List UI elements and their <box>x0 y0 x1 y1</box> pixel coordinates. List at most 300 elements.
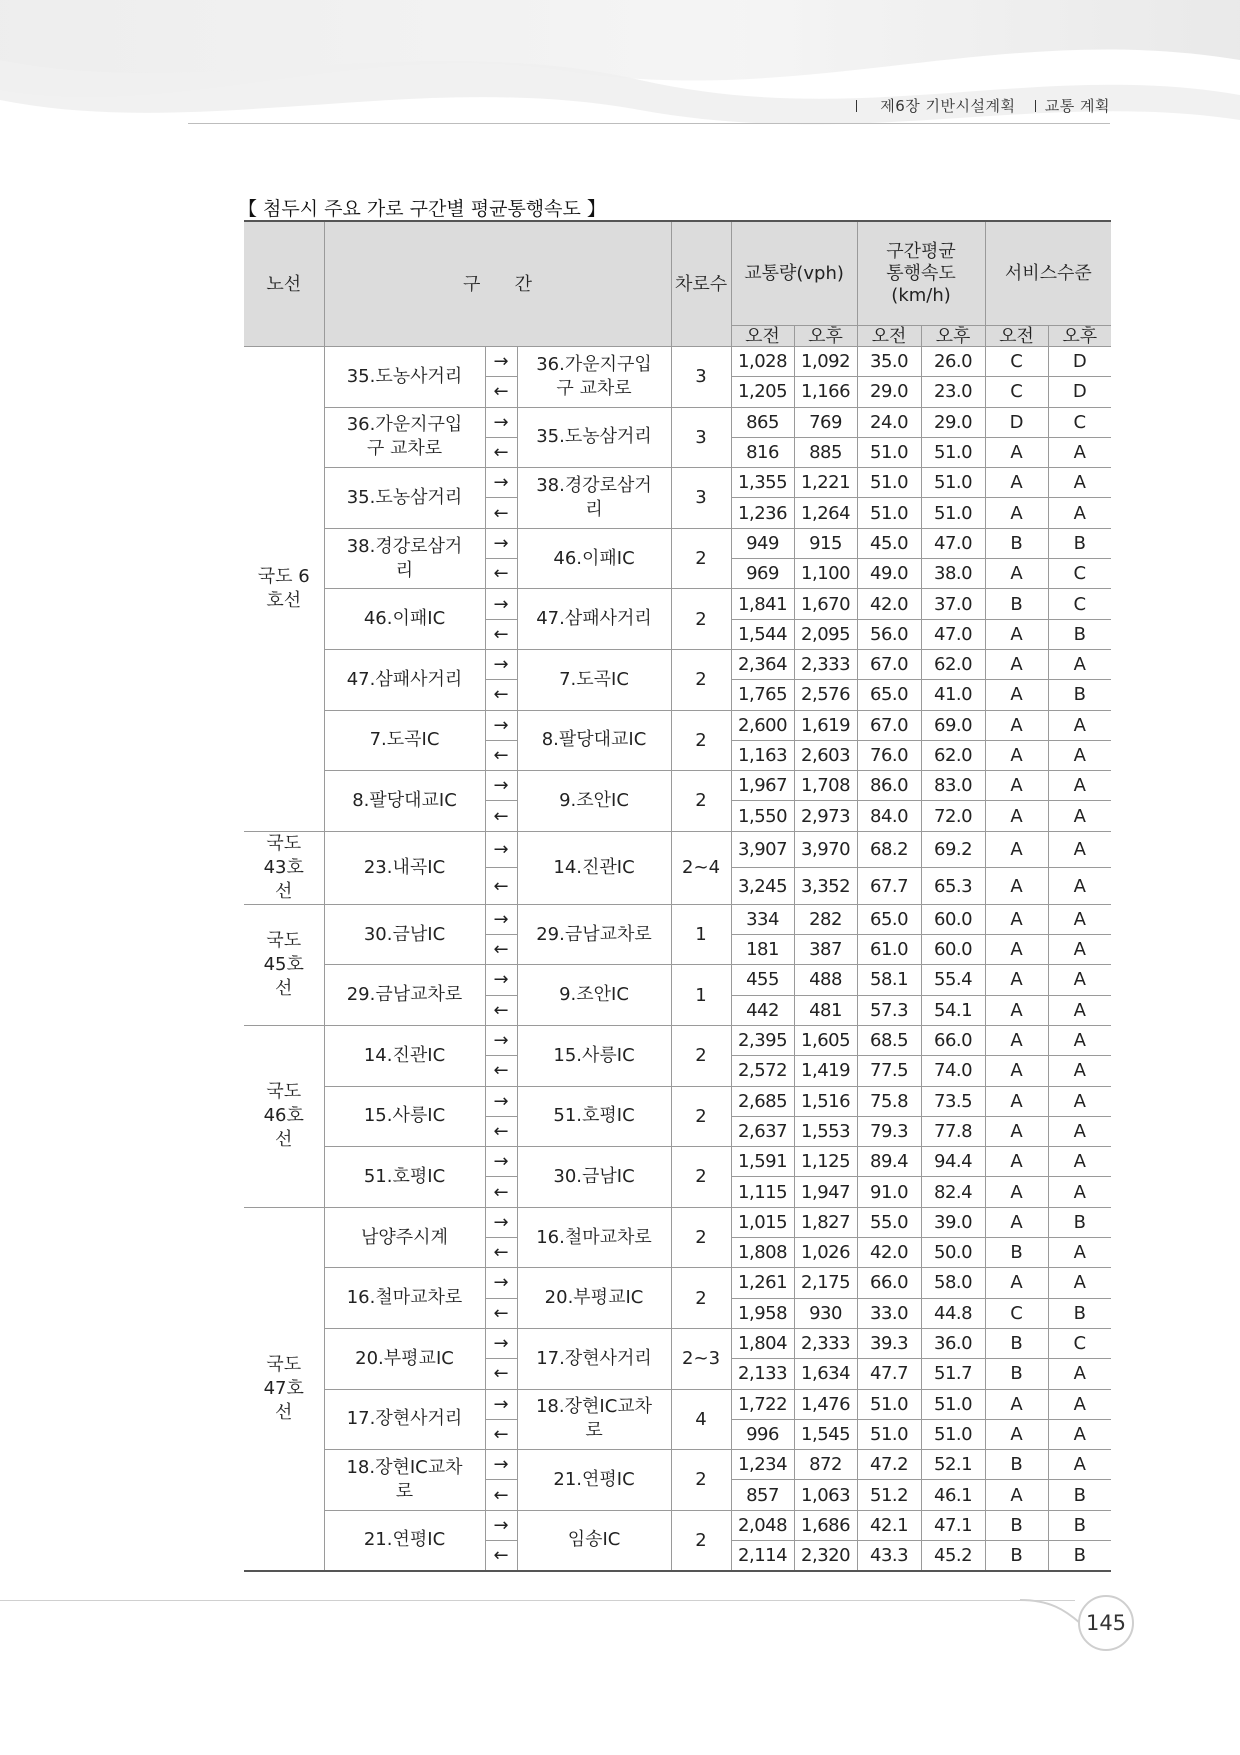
speed-am: 51.0 <box>857 1419 921 1449</box>
volume-am: 1,804 <box>731 1328 794 1358</box>
los-pm: A <box>1048 1238 1111 1268</box>
section-from <box>324 1147 485 1208</box>
table-row <box>244 1268 1111 1298</box>
los-am: A <box>985 649 1048 679</box>
los-am: B <box>985 589 1048 619</box>
los-am: A <box>985 1056 1048 1086</box>
los-am: C <box>985 347 1048 377</box>
direction-arrow: ← <box>485 437 517 467</box>
volume-am: 1,015 <box>731 1207 794 1237</box>
speed-am: 68.2 <box>857 831 921 868</box>
lanes-cell: 2 <box>671 649 731 710</box>
volume-pm: 1,264 <box>794 498 857 528</box>
volume-pm: 872 <box>794 1450 857 1480</box>
volume-pm: 2,603 <box>794 740 857 770</box>
los-am: B <box>985 528 1048 558</box>
volume-pm: 2,320 <box>794 1540 857 1571</box>
section-from-text: 36.가운지구입구 교차로 <box>346 414 463 460</box>
los-pm: A <box>1048 995 1111 1025</box>
header-volume: 교통량(vph) <box>731 221 857 326</box>
header-pm: 오후 <box>1048 326 1111 347</box>
lanes-cell: 1 <box>671 904 731 965</box>
speed-pm: 45.2 <box>921 1540 985 1571</box>
volume-pm: 2,333 <box>794 1328 857 1358</box>
speed-am: 45.0 <box>857 528 921 558</box>
section-from <box>324 1025 485 1086</box>
speed-am: 33.0 <box>857 1298 921 1328</box>
table-row <box>244 1450 1111 1480</box>
los-am: B <box>985 1328 1048 1358</box>
speed-am: 77.5 <box>857 1056 921 1086</box>
los-am: B <box>985 1238 1048 1268</box>
route-name: 국도 47호선 <box>263 1354 304 1423</box>
volume-pm: 1,634 <box>794 1359 857 1389</box>
direction-arrow: ← <box>485 740 517 770</box>
section-from-text: 51.호평IC <box>363 1165 446 1187</box>
speed-am: 43.3 <box>857 1540 921 1571</box>
los-pm: A <box>1048 801 1111 831</box>
los-pm: A <box>1048 1419 1111 1449</box>
speed-pm: 54.1 <box>921 995 985 1025</box>
speed-am: 51.0 <box>857 498 921 528</box>
speed-am: 65.0 <box>857 680 921 710</box>
route-cell <box>244 1025 324 1207</box>
section-to <box>517 528 671 589</box>
speed-pm: 47.0 <box>921 528 985 558</box>
section-to-text: 35.도농삼거리 <box>536 426 652 448</box>
volume-am: 2,685 <box>731 1086 794 1116</box>
header-rule <box>188 123 1110 124</box>
section-from-text: 29.금남교차로 <box>346 984 463 1006</box>
volume-am: 865 <box>731 407 794 437</box>
volume-am: 1,591 <box>731 1147 794 1177</box>
section-from-text: 46.이패IC <box>363 608 446 630</box>
los-pm: A <box>1048 740 1111 770</box>
header-am: 오전 <box>731 326 794 347</box>
direction-arrow: → <box>485 1147 517 1177</box>
table-row <box>244 1207 1111 1237</box>
direction-arrow: → <box>485 1086 517 1116</box>
direction-arrow: → <box>485 589 517 619</box>
volume-pm: 769 <box>794 407 857 437</box>
los-pm: C <box>1048 407 1111 437</box>
section-to-text: 20.부평교IC <box>544 1287 644 1309</box>
section-to-text: 15.사릉IC <box>553 1044 635 1066</box>
los-am: A <box>985 1177 1048 1207</box>
volume-pm: 2,333 <box>794 649 857 679</box>
section-from-text: 23.내곡IC <box>363 856 446 878</box>
speed-pm: 51.0 <box>921 1419 985 1449</box>
los-pm: A <box>1048 1086 1111 1116</box>
direction-arrow: → <box>485 831 517 868</box>
header-separator <box>1035 100 1036 112</box>
speed-am: 47.7 <box>857 1359 921 1389</box>
section-from-text: 8.팔당대교IC <box>352 789 457 811</box>
direction-arrow: ← <box>485 868 517 905</box>
header-los: 서비스수준 <box>985 221 1111 326</box>
volume-am: 1,765 <box>731 680 794 710</box>
los-am: A <box>985 831 1048 868</box>
lanes-cell: 2 <box>671 1510 731 1571</box>
section-to <box>517 1086 671 1147</box>
direction-arrow: ← <box>485 1540 517 1571</box>
section-to <box>517 468 671 529</box>
volume-am: 1,722 <box>731 1389 794 1419</box>
volume-pm: 1,827 <box>794 1207 857 1237</box>
volume-am: 949 <box>731 528 794 558</box>
los-pm: A <box>1048 1056 1111 1086</box>
speed-pm: 38.0 <box>921 559 985 589</box>
speed-pm: 29.0 <box>921 407 985 437</box>
lanes-cell: 2~3 <box>671 1328 731 1389</box>
running-header <box>856 95 1110 116</box>
speed-am: 84.0 <box>857 801 921 831</box>
section-from-text: 35.도농삼거리 <box>346 486 463 508</box>
header-am: 오전 <box>985 326 1048 347</box>
section-from <box>324 965 485 1026</box>
speed-am: 55.0 <box>857 1207 921 1237</box>
los-pm: B <box>1048 528 1111 558</box>
los-am: A <box>985 1207 1048 1237</box>
section-from <box>324 1207 485 1268</box>
section-to <box>517 1328 671 1389</box>
direction-arrow: → <box>485 528 517 558</box>
volume-pm: 1,670 <box>794 589 857 619</box>
speed-pm: 74.0 <box>921 1056 985 1086</box>
section-from <box>324 710 485 771</box>
volume-am: 2,637 <box>731 1116 794 1146</box>
lanes-cell: 2 <box>671 710 731 771</box>
lanes-cell: 2 <box>671 771 731 832</box>
los-am: B <box>985 1359 1048 1389</box>
direction-arrow: ← <box>485 377 517 407</box>
los-pm: C <box>1048 589 1111 619</box>
footer-rule <box>0 1600 1075 1601</box>
volume-am: 1,544 <box>731 619 794 649</box>
los-am: A <box>985 771 1048 801</box>
volume-am: 1,115 <box>731 1177 794 1207</box>
section-to-text: 14.진관IC <box>553 856 635 878</box>
los-pm: B <box>1048 1207 1111 1237</box>
header-lanes: 차로수 <box>671 221 731 347</box>
header-pm: 오후 <box>921 326 985 347</box>
section-to <box>517 589 671 650</box>
los-pm: B <box>1048 680 1111 710</box>
volume-am: 1,163 <box>731 740 794 770</box>
section-to <box>517 710 671 771</box>
volume-am: 1,841 <box>731 589 794 619</box>
section-to-text: 임송IC <box>567 1529 621 1551</box>
section-to <box>517 1450 671 1511</box>
speed-pm: 55.4 <box>921 965 985 995</box>
lanes-cell: 2 <box>671 1147 731 1208</box>
los-am: A <box>985 1147 1048 1177</box>
route-name: 국도 46호선 <box>263 1081 304 1151</box>
volume-pm: 3,970 <box>794 831 857 868</box>
direction-arrow: → <box>485 1328 517 1358</box>
route-cell <box>244 347 324 832</box>
volume-pm: 1,419 <box>794 1056 857 1086</box>
los-pm: B <box>1048 1480 1111 1510</box>
volume-pm: 1,125 <box>794 1147 857 1177</box>
section-from <box>324 528 485 589</box>
section-to <box>517 407 671 468</box>
speed-pm: 46.1 <box>921 1480 985 1510</box>
route-cell <box>244 831 324 904</box>
los-pm: C <box>1048 1328 1111 1358</box>
speed-pm: 39.0 <box>921 1207 985 1237</box>
table-body <box>244 347 1111 1572</box>
header-section: 구 간 <box>324 221 671 347</box>
table-caption: 【 첨두시 주요 가로 구간별 평균통행속도 】 <box>238 198 606 220</box>
speed-am: 91.0 <box>857 1177 921 1207</box>
speed-am: 42.0 <box>857 589 921 619</box>
section-from <box>324 1510 485 1571</box>
los-am: A <box>985 1389 1048 1419</box>
los-pm: A <box>1048 1450 1111 1480</box>
direction-arrow: ← <box>485 619 517 649</box>
section-from-text: 38.경강로삼거리 <box>346 535 463 581</box>
speed-pm: 51.0 <box>921 468 985 498</box>
volume-pm: 1,947 <box>794 1177 857 1207</box>
table-row <box>244 1025 1111 1055</box>
speed-pm: 73.5 <box>921 1086 985 1116</box>
header-separator <box>856 100 857 112</box>
los-am: A <box>985 710 1048 740</box>
los-am: B <box>985 1450 1048 1480</box>
speed-pm: 26.0 <box>921 347 985 377</box>
section-to <box>517 831 671 904</box>
speed-am: 42.1 <box>857 1510 921 1540</box>
section-to-text: 16.철마교차로 <box>536 1226 652 1248</box>
section-to <box>517 904 671 965</box>
volume-pm: 885 <box>794 437 857 467</box>
table-row <box>244 407 1111 437</box>
volume-am: 334 <box>731 904 794 934</box>
section-to-text: 30.금남IC <box>553 1165 635 1187</box>
section-from <box>324 1450 485 1511</box>
section-to-text: 7.도곡IC <box>559 668 629 690</box>
volume-am: 1,028 <box>731 347 794 377</box>
table-row <box>244 589 1111 619</box>
volume-am: 442 <box>731 995 794 1025</box>
los-am: A <box>985 498 1048 528</box>
los-am: A <box>985 468 1048 498</box>
speed-am: 89.4 <box>857 1147 921 1177</box>
volume-am: 2,133 <box>731 1359 794 1389</box>
speed-am: 35.0 <box>857 347 921 377</box>
los-pm: A <box>1048 1268 1111 1298</box>
table-row <box>244 528 1111 558</box>
direction-arrow: → <box>485 965 517 995</box>
direction-arrow: ← <box>485 1480 517 1510</box>
volume-pm: 2,973 <box>794 801 857 831</box>
direction-arrow: → <box>485 771 517 801</box>
volume-pm: 930 <box>794 1298 857 1328</box>
speed-am: 61.0 <box>857 935 921 965</box>
volume-am: 181 <box>731 935 794 965</box>
volume-pm: 1,063 <box>794 1480 857 1510</box>
section-from <box>324 831 485 904</box>
header-chapter: 제6장 기반시설계획 <box>880 97 1016 115</box>
speed-am: 58.1 <box>857 965 921 995</box>
volume-am: 3,907 <box>731 831 794 868</box>
volume-pm: 488 <box>794 965 857 995</box>
los-pm: A <box>1048 1147 1111 1177</box>
section-from-text: 47.삼패사거리 <box>346 668 463 690</box>
los-am: A <box>985 437 1048 467</box>
volume-am: 3,245 <box>731 868 794 905</box>
volume-am: 455 <box>731 965 794 995</box>
section-from <box>324 1389 485 1450</box>
speed-am: 66.0 <box>857 1268 921 1298</box>
lanes-cell: 2 <box>671 1268 731 1329</box>
section-to-text: 36.가운지구입구 교차로 <box>536 353 652 399</box>
volume-pm: 1,708 <box>794 771 857 801</box>
speed-pm: 69.0 <box>921 710 985 740</box>
volume-pm: 1,545 <box>794 1419 857 1449</box>
route-name: 국도 43호선 <box>263 832 304 902</box>
speed-pm: 44.8 <box>921 1298 985 1328</box>
section-to-text: 46.이패IC <box>553 547 635 569</box>
header-speed-text: 구간평균 통행속도 (km/h) <box>886 240 956 306</box>
speed-am: 79.3 <box>857 1116 921 1146</box>
speed-am: 51.2 <box>857 1480 921 1510</box>
section-to-text: 9.조안IC <box>559 984 629 1006</box>
direction-arrow: → <box>485 904 517 934</box>
volume-pm: 2,175 <box>794 1268 857 1298</box>
section-from-text: 7.도곡IC <box>369 729 440 751</box>
speed-pm: 37.0 <box>921 589 985 619</box>
direction-arrow: → <box>485 710 517 740</box>
los-am: B <box>985 1540 1048 1571</box>
section-from <box>324 904 485 965</box>
direction-arrow: ← <box>485 801 517 831</box>
section-from <box>324 771 485 832</box>
volume-am: 1,205 <box>731 377 794 407</box>
volume-am: 1,234 <box>731 1450 794 1480</box>
section-to-text: 51.호평IC <box>553 1105 635 1127</box>
speed-am: 42.0 <box>857 1238 921 1268</box>
los-pm: B <box>1048 1510 1111 1540</box>
lanes-cell: 2 <box>671 1207 731 1268</box>
los-pm: A <box>1048 1025 1111 1055</box>
volume-pm: 1,026 <box>794 1238 857 1268</box>
section-from-text: 30.금남IC <box>363 923 446 945</box>
volume-am: 2,364 <box>731 649 794 679</box>
lanes-cell: 3 <box>671 347 731 408</box>
volume-pm: 2,576 <box>794 680 857 710</box>
traffic-speed-table <box>244 220 1111 1572</box>
volume-pm: 1,092 <box>794 347 857 377</box>
direction-arrow: → <box>485 1389 517 1419</box>
lanes-cell: 2 <box>671 1086 731 1147</box>
volume-am: 1,808 <box>731 1238 794 1268</box>
speed-pm: 52.1 <box>921 1450 985 1480</box>
los-pm: A <box>1048 437 1111 467</box>
los-am: A <box>985 1116 1048 1146</box>
speed-pm: 77.8 <box>921 1116 985 1146</box>
header-route: 노선 <box>244 221 324 347</box>
volume-am: 1,236 <box>731 498 794 528</box>
table-row <box>244 1086 1111 1116</box>
los-pm: A <box>1048 498 1111 528</box>
lanes-cell: 2 <box>671 1025 731 1086</box>
los-am: A <box>985 680 1048 710</box>
speed-pm: 72.0 <box>921 801 985 831</box>
header-pm: 오후 <box>794 326 857 347</box>
speed-am: 51.0 <box>857 468 921 498</box>
section-from <box>324 1086 485 1147</box>
section-from-text: 16.철마교차로 <box>346 1287 463 1309</box>
los-pm: A <box>1048 831 1111 868</box>
speed-pm: 62.0 <box>921 740 985 770</box>
section-to-text: 18.장현IC교차로 <box>535 1396 653 1442</box>
direction-arrow: → <box>485 1510 517 1540</box>
lanes-cell: 2~4 <box>671 831 731 904</box>
direction-arrow: ← <box>485 1359 517 1389</box>
volume-am: 2,572 <box>731 1056 794 1086</box>
volume-am: 816 <box>731 437 794 467</box>
direction-arrow: → <box>485 1450 517 1480</box>
volume-pm: 1,166 <box>794 377 857 407</box>
los-am: A <box>985 935 1048 965</box>
speed-pm: 69.2 <box>921 831 985 868</box>
volume-am: 1,355 <box>731 468 794 498</box>
section-from <box>324 347 485 408</box>
table-row <box>244 831 1111 868</box>
los-am: C <box>985 1298 1048 1328</box>
los-pm: A <box>1048 868 1111 905</box>
direction-arrow: ← <box>485 1298 517 1328</box>
speed-pm: 65.3 <box>921 868 985 905</box>
los-am: D <box>985 407 1048 437</box>
speed-am: 49.0 <box>857 559 921 589</box>
lanes-cell: 3 <box>671 468 731 529</box>
direction-arrow: ← <box>485 559 517 589</box>
los-pm: A <box>1048 710 1111 740</box>
volume-pm: 481 <box>794 995 857 1025</box>
volume-am: 2,048 <box>731 1510 794 1540</box>
los-am: A <box>985 1025 1048 1055</box>
speed-am: 29.0 <box>857 377 921 407</box>
section-from <box>324 1268 485 1329</box>
page-number: 145 <box>1078 1595 1134 1651</box>
volume-pm: 1,553 <box>794 1116 857 1146</box>
volume-am: 857 <box>731 1480 794 1510</box>
speed-am: 51.0 <box>857 437 921 467</box>
speed-pm: 94.4 <box>921 1147 985 1177</box>
direction-arrow: ← <box>485 680 517 710</box>
los-am: A <box>985 965 1048 995</box>
speed-am: 65.0 <box>857 904 921 934</box>
speed-pm: 41.0 <box>921 680 985 710</box>
los-pm: A <box>1048 1359 1111 1389</box>
table-row <box>244 904 1111 934</box>
lanes-cell: 4 <box>671 1389 731 1450</box>
section-to-text: 29.금남교차로 <box>536 923 652 945</box>
los-am: C <box>985 377 1048 407</box>
section-from <box>324 589 485 650</box>
volume-am: 2,600 <box>731 710 794 740</box>
table-row <box>244 710 1111 740</box>
section-to-text: 17.장현사거리 <box>536 1347 652 1369</box>
direction-arrow: → <box>485 347 517 377</box>
speed-am: 67.7 <box>857 868 921 905</box>
section-from-text: 17.장현사거리 <box>346 1408 463 1430</box>
speed-am: 51.0 <box>857 1389 921 1419</box>
route-cell <box>244 904 324 1025</box>
